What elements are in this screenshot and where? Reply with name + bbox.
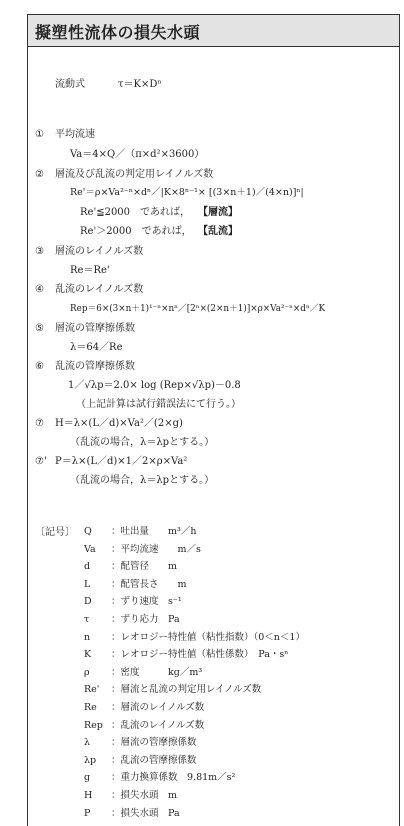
formula-line: Re＝Re': [70, 265, 110, 276]
legend-symbol: Re': [84, 684, 100, 696]
legend-description: ：レオロジー特性値（粘性係数） Pa・sⁿ: [111, 649, 289, 661]
legend-symbol: λ: [84, 737, 91, 749]
item-number: ⑦': [35, 456, 47, 467]
item-number: ③: [35, 246, 44, 257]
legend-description: ：密度 kg／m³: [111, 666, 203, 678]
legend-description: ：吐出量 m³／h: [111, 526, 197, 537]
legend-description: ：重力換算係数 9.81m／s²: [111, 772, 236, 784]
formula-line: Va＝4×Q／（π×d²×3600）: [70, 149, 205, 160]
item-number: ⑤: [35, 323, 44, 334]
formula-line: 1／√λp＝2.0× log (Rep×√λp)－0.8: [68, 380, 241, 391]
legend-symbol: λp: [84, 754, 97, 766]
legend-description: ：乱流のレイノルズ数: [111, 719, 205, 731]
legend-description: ：損失水頭 m: [111, 790, 178, 801]
legend-description: ：レオロジー特性値（粘性指数）（0＜n＜1）: [111, 631, 305, 643]
item-label: 層流及び乱流の判定用レイノルズ数: [55, 169, 214, 180]
item-number: ①: [35, 129, 44, 140]
formula-line: λ＝64／Re: [70, 342, 123, 353]
item-label: 平均流速: [55, 129, 95, 140]
note-line: （乱流の場合，λ＝λpとする。）: [70, 437, 215, 448]
legend-symbol: K: [84, 649, 92, 661]
legend-description: ：層流のレイノルズ数: [111, 702, 205, 713]
formula-line: P＝λ×(L／d)×1／2×ρ×Va²: [55, 456, 188, 467]
legend-symbol: Rep: [84, 719, 103, 731]
item-number: ⑥: [35, 361, 44, 372]
note-line: （乱流の場合，λ＝λpとする。）: [70, 475, 215, 486]
legend-symbol: Q: [84, 526, 92, 537]
legend-symbol: g: [84, 772, 91, 784]
legend-symbol: P: [84, 807, 91, 819]
legend-description: ：配管長さ m: [111, 578, 187, 590]
legend-description: ：損失水頭 Pa: [111, 807, 180, 819]
legend-description: ：配管径 m: [111, 561, 178, 573]
result-turbulent: 【乱流】: [198, 226, 238, 237]
formula-line: Rep＝6×(3×n＋1)¹⁻ⁿ×nⁿ／[2ⁿ×(2×n＋1)]×ρ×Va²⁻ⁿ×dⁿ／K: [70, 304, 326, 314]
item-label: 層流の管摩擦係数: [55, 323, 135, 334]
item-label: 乱流の管摩擦係数: [55, 361, 135, 372]
condition-line: Re'＞2000 であれば，: [80, 226, 192, 237]
legend-symbol: Va: [84, 543, 96, 555]
item-number: ②: [35, 169, 44, 180]
legend-title: 〔記号〕: [35, 527, 75, 538]
legend-symbol: n: [84, 631, 91, 643]
legend-symbol: τ: [84, 614, 90, 625]
legend-description: ：乱流の管摩擦係数: [111, 754, 197, 766]
legend-symbol: d: [84, 561, 91, 573]
legend-description: ：平均流速 m／s: [111, 543, 201, 555]
legend-symbol: H: [84, 790, 93, 801]
flow-formula-label: 流動式: [55, 79, 85, 90]
legend-description: ：ずり速度 s⁻¹: [111, 596, 182, 608]
legend-description: ：層流の管摩擦係数: [111, 737, 197, 749]
legend-description: ：層流と乱流の判定用レイノルズ数: [111, 684, 262, 696]
item-number: ④: [35, 284, 44, 295]
legend-symbol: Re: [84, 702, 97, 713]
legend-symbol: ρ: [84, 666, 90, 678]
formula-line: H＝λ×(L／d)×Va²／(2×g): [55, 418, 183, 429]
legend-description: ：ずり応力 Pa: [111, 614, 180, 625]
item-number: ⑦: [35, 418, 44, 429]
item-label: 層流のレイノルズ数: [55, 246, 144, 257]
legend-symbol: L: [84, 578, 91, 590]
note-line: （上記計算は試行錯誤法にて行う。）: [76, 399, 241, 410]
flow-formula-expr: τ＝K×Dⁿ: [118, 79, 162, 90]
formula-line: Re'＝ρ×Va²⁻ⁿ×dⁿ／|K×8ⁿ⁻¹× [(3×n＋1)／(4×n)]ⁿ|: [70, 187, 304, 198]
legend-symbol: D: [84, 596, 92, 608]
title-bar: [28, 15, 399, 47]
page-title: 擬塑性流体の損失水頭: [35, 23, 201, 42]
document-frame: [27, 14, 400, 826]
condition-line: Re'≦2000 であれば，: [80, 207, 191, 218]
item-label: 乱流のレイノルズ数: [55, 284, 144, 295]
result-laminar: 【層流】: [198, 207, 238, 218]
